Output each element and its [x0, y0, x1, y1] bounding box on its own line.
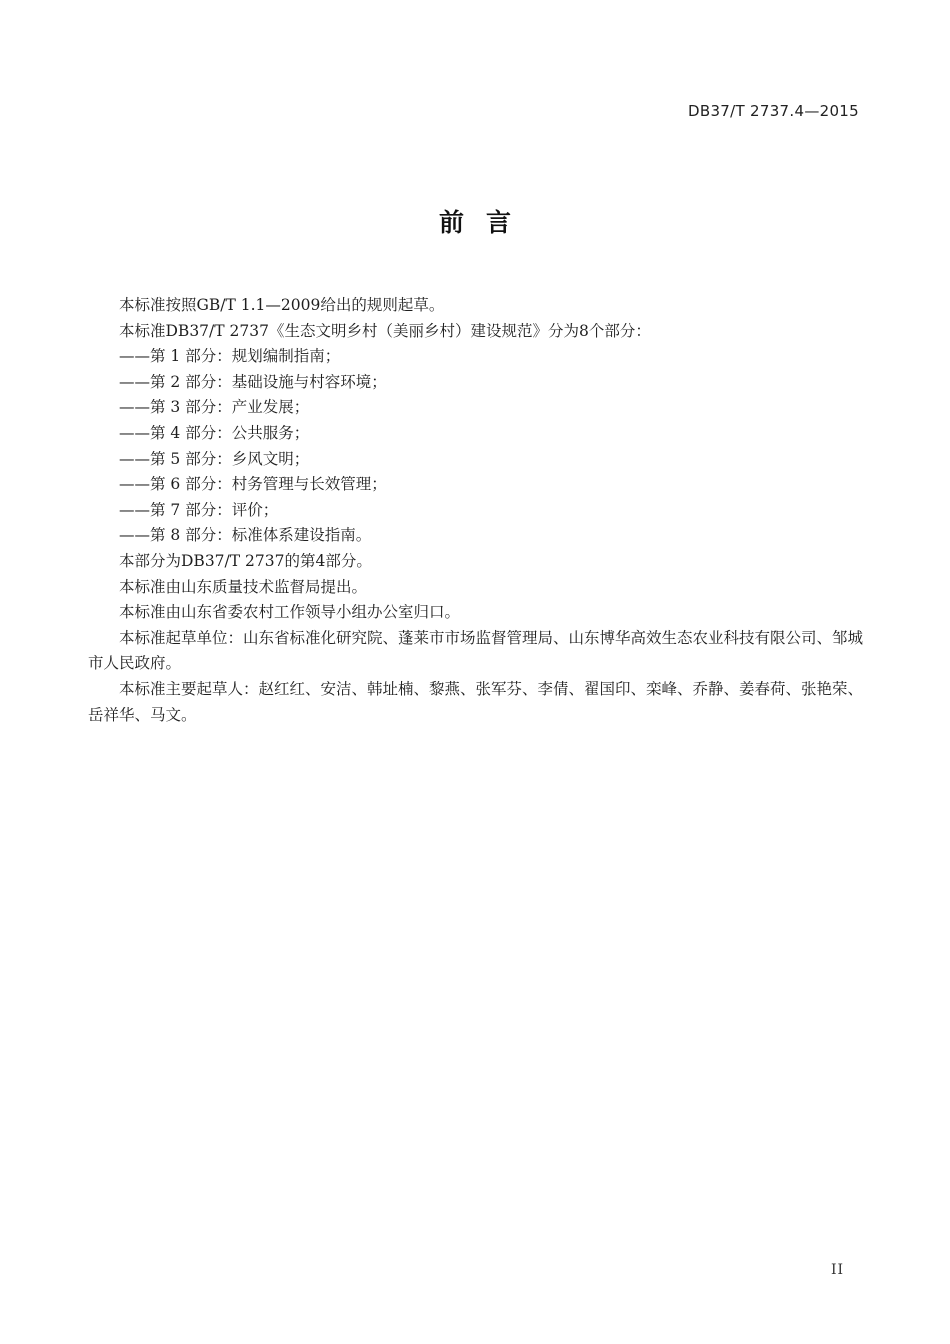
document-code: DB37/T 2737.4—2015 — [688, 102, 859, 120]
part-list-item: ——第 6 部分：村务管理与长效管理； — [119, 475, 387, 494]
part-list-item: ——第 2 部分：基础设施与村容环境； — [119, 372, 387, 391]
paragraph: 本部分为DB37/T 2737的第4部分。 — [119, 551, 372, 570]
part-list-item: ——第 8 部分：标准体系建设指南。 — [119, 526, 372, 545]
paragraph: 本标准DB37/T 2737《生态文明乡村（美丽乡村）建设规范》分为8个部分： — [119, 321, 651, 340]
page-number: II — [830, 1262, 844, 1278]
part-list-item: ——第 7 部分：评价； — [119, 500, 279, 519]
foreword-body — [88, 293, 863, 728]
part-list-item: ——第 3 部分：产业发展； — [119, 398, 310, 417]
paragraph: 本标准按照GB/T 1.1—2009给出的规则起草。 — [119, 296, 445, 314]
drafters-paragraph: 本标准主要起草人：赵红红、安洁、韩址楠、黎燕、张军芬、李倩、翟国印、栾峰、乔静、姜春荷、张艳荣、岳祥华、马文。 — [88, 679, 864, 724]
drafting-units-paragraph: 本标准起草单位：山东省标准化研究院、蓬莱市市场监督管理局、山东博华高效生态农业科技有限公司、邹城市人民政府。 — [88, 628, 864, 673]
paragraph: 本标准由山东省委农村工作领导小组办公室归口。 — [119, 603, 461, 622]
part-list-item: ——第 5 部分：乡风文明； — [119, 449, 310, 468]
paragraph: 本标准由山东质量技术监督局提出。 — [119, 577, 368, 596]
part-list-item: ——第 4 部分：公共服务； — [119, 423, 310, 442]
page-title: 前言 — [438, 208, 533, 237]
part-list-item: ——第 1 部分：规划编制指南； — [119, 347, 341, 366]
